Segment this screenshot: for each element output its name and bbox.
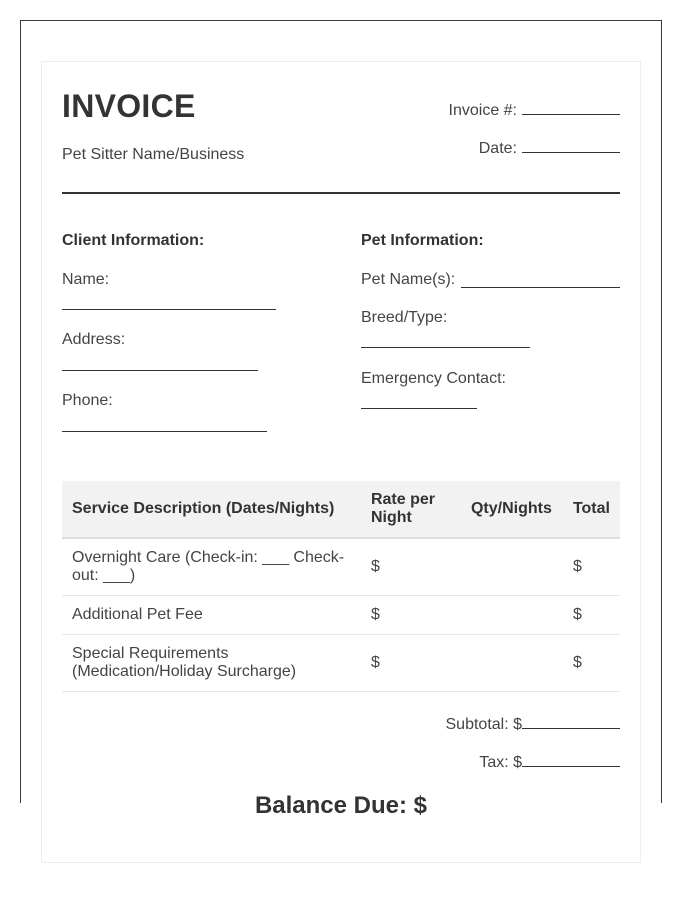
- tax-line: [479, 752, 620, 772]
- table-row: [62, 634, 620, 691]
- pet-info-heading: Pet Information:: [361, 232, 484, 249]
- client-address-label: Address:: [62, 331, 126, 348]
- service-rate: $: [361, 634, 461, 691]
- service-qty: [461, 595, 563, 634]
- service-rate: $: [361, 595, 461, 634]
- invoice-title: INVOICE: [62, 88, 196, 124]
- invoice-number-blank: [522, 100, 620, 115]
- tax-label: Tax: $: [479, 754, 522, 771]
- client-name-label: Name:: [62, 271, 110, 288]
- service-description: Additional Pet Fee: [62, 595, 361, 634]
- subtotal-blank: [522, 714, 620, 729]
- service-total: $: [563, 595, 620, 634]
- service-qty: [461, 538, 563, 595]
- balance-due: Balance Due: $: [254, 792, 428, 819]
- invoice-card: [41, 61, 641, 863]
- column-header-qty: Qty/Nights: [461, 481, 563, 538]
- client-name-blank: [62, 309, 276, 310]
- date-blank: [522, 138, 620, 153]
- subtotal-label: Subtotal: $: [445, 716, 522, 733]
- table-row: [62, 595, 620, 634]
- client-phone-blank: [62, 431, 267, 432]
- services-table: [62, 481, 620, 692]
- service-description: Special Requirements (Medication/Holiday Surcharge): [62, 634, 361, 691]
- pet-names-blank: [461, 287, 620, 288]
- service-total: $: [563, 538, 620, 595]
- column-header-total: Total: [563, 481, 620, 538]
- column-header-rate: Rate per Night: [361, 481, 461, 538]
- service-total: $: [563, 634, 620, 691]
- emergency-contact-blank: [361, 408, 477, 409]
- emergency-contact-label: Emergency Contact:: [361, 370, 506, 387]
- table-row: [62, 538, 620, 595]
- date-label: Date:: [478, 140, 517, 157]
- pet-breed-blank: [361, 347, 530, 348]
- invoice-number-field: [449, 100, 620, 120]
- business-name: Pet Sitter Name/Business: [62, 146, 245, 163]
- table-header-row: [62, 481, 620, 538]
- client-phone-label: Phone:: [62, 392, 113, 409]
- subtotal-line: [446, 714, 621, 734]
- service-rate: $: [361, 538, 461, 595]
- service-qty: [461, 634, 563, 691]
- pet-names-label: Pet Name(s):: [361, 271, 456, 288]
- pet-breed-label: Breed/Type:: [361, 309, 448, 326]
- client-address-blank: [62, 370, 258, 371]
- tax-blank: [522, 752, 620, 767]
- document-viewport: [20, 20, 662, 819]
- header-divider: [62, 192, 620, 194]
- invoice-number-label: Invoice #:: [448, 102, 517, 119]
- column-header-description: Service Description (Dates/Nights): [62, 481, 361, 538]
- date-field: [479, 138, 620, 158]
- client-info-heading: Client Information:: [62, 232, 205, 249]
- service-description: Overnight Care (Check-in: ___ Check-out: ___): [62, 538, 361, 595]
